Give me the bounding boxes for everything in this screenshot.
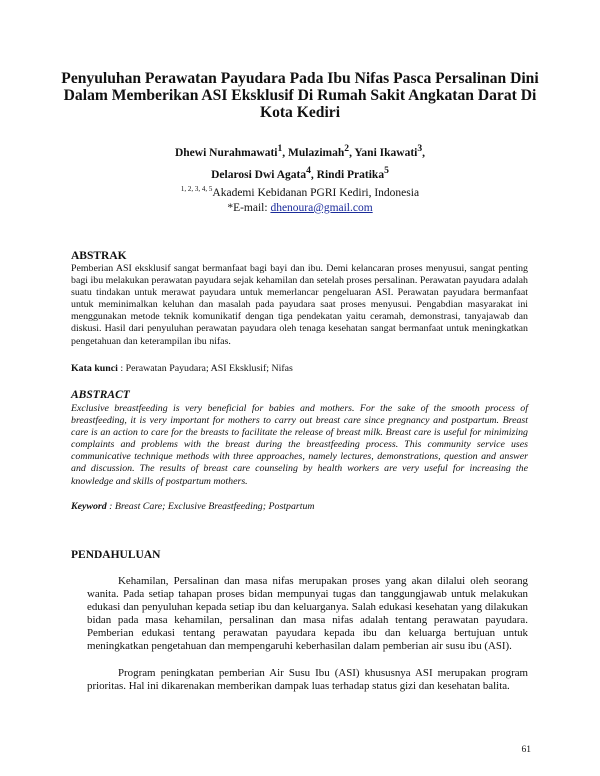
abstract-heading: ABSTRACT — [71, 389, 130, 401]
author: Rindi Pratika$^5$ — [316, 164, 389, 181]
abstract-text: Exclusive breastfeeding is very beneficial for babies and mothers. For the sake of the smooth process of breastfeeding, it is very important for mothers to carry out breast care since pregnancy and postpartum. Breast care is an action to care for the breasts to facilitate the release of breast milk. Breast care is useful for minimizing complaints and problems with the breast during the breastfeeding process. This community service uses communicative technique methods with three approaches, namely lectures, demonstrations, question and answer and discussion. The results of breast care counseling by health workers are very useful for increasing the knowledge and skills of postpartum mothers. — [71, 403, 528, 487]
affiliation: $^{1, 2, 3, 4, 5}$Akademi Kebidanan PGRI Kediri, Indonesia *E-mail: dhenoura@gmail.com — [180, 185, 420, 214]
kata-kunci: Kata kunci : Perawatan Payudara; ASI Eksklusif; Nifas — [71, 363, 293, 374]
author: Mulazimah$^2$, — [288, 143, 355, 159]
abstrak-text: Pemberian ASI eksklusif sangat bermanfaat bagi bayi dan ibu. Demi kelancaran proses menyusui, sangat penting bagi ibu melakukan perawatan payudara sejak kehamilan dan setelah proses persalinan. Perawatan payudara adalah suatu tindakan untuk merawat payudara untuk memerlancar pengeluaran ASI. Perawatan payudara bermanfaat untuk meminimalkan keluhan dan masalah pada payudara saat proses menyusui. Pengabdian masyarakat ini menggunakan metode teknik komunikatif dengan tiga pendekatan yaitu ceramah, demonstrasi, tanyajawab dan diskusi. Hasil dari penyuluhan perawatan payudara oleh tenaga kesehatan sangat bermanfaat untuk meningkatkan pengetahuan dan keterampilan ibu nifas. — [71, 263, 528, 347]
email-label: *E-mail: — [227, 201, 271, 214]
abstrak-heading: ABSTRAK — [71, 250, 127, 262]
email-link[interactable]: dhenoura@gmail.com — [270, 201, 373, 214]
author: Delarosi Dwi Agata$^4$, — [211, 164, 317, 181]
institution: Akademi Kebidanan PGRI Kediri, Indonesia — [212, 186, 420, 199]
author-list — [80, 140, 520, 184]
author: Yani Ikawati$^3$, — [354, 143, 426, 159]
body-paragraph: Program peningkatan pemberian Air Susu Ibu (ASI) khususnya ASI merupakan program prioritas. Hal ini dikarenakan memberikan dampak luas terhadap status gizi dan kesehatan balita. — [87, 667, 528, 693]
body-paragraph: Kehamilan, Persalinan dan masa nifas merupakan proses yang akan dilalui oleh seorang wanita. Pada setiap tahapan proses bidan mempunyai tugas dan tanggungjawab untuk melakukan edukasi dan penyuluhan kepada setiap ibu dan keluarganya. Salah edukasi kesehatan yang dilakukan bidan pada masa kehamilan, persalinan dan masa nifas adalah tentang perawatan payudara. Pemberian edukasi tentang perawatan payudara kepada ibu dan keluarga bertujuan untuk meningkatkan pengetahuan dan mempengaruhi keberhasilan dalam pemberian air susu ibu (ASI). — [87, 575, 528, 653]
paper-title: Penyuluhan Perawatan Payudara Pada Ibu Nifas Pasca Persalinan Dini Dalam Memberikan ASI Eksklusif Di Rumah Sakit Angkatan Darat Di Kota Kediri — [61, 70, 539, 121]
pendahuluan-heading: PENDAHULUAN — [71, 549, 161, 561]
author: Dhewi Nurahmawati$^1$, — [174, 143, 289, 159]
page-number: 61 — [521, 745, 531, 755]
keyword-line: Keyword : Breast Care; Exclusive Breastfeeding; Postpartum — [71, 501, 315, 512]
